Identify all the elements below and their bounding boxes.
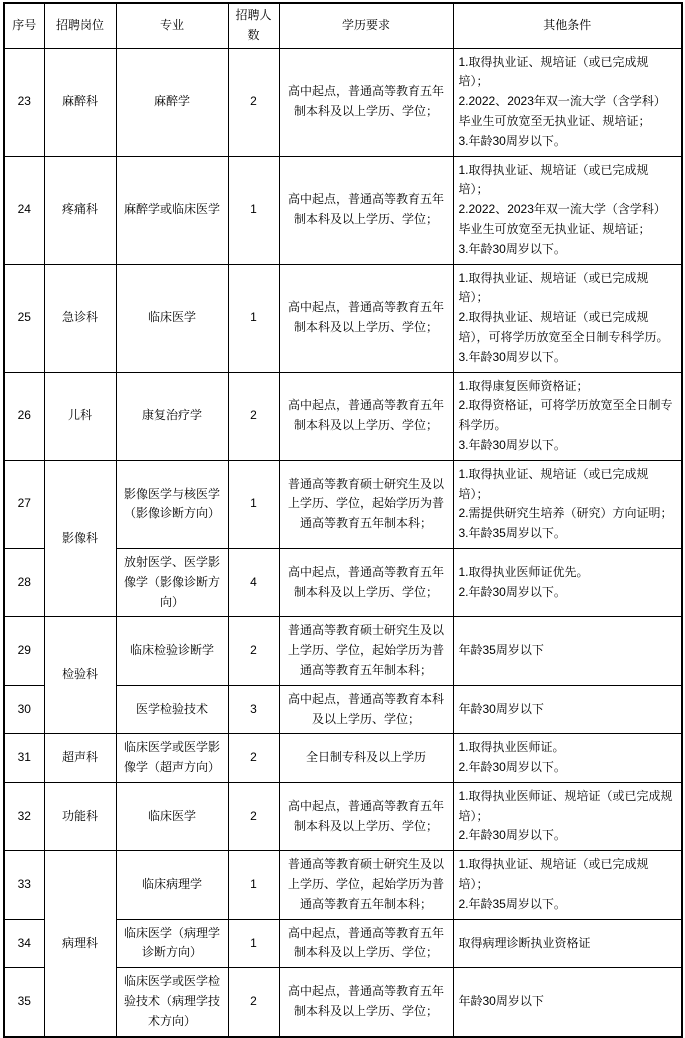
cell-headcount: 3	[228, 685, 279, 734]
cell-education-requirement: 高中起点，普通高等教育五年制本科及以上学历、学位；	[279, 372, 453, 460]
other-condition-line: 2.需提供研究生培养（研究）方向证明；	[458, 506, 673, 521]
cell-serial-number: 23	[4, 48, 44, 156]
table-row	[4, 617, 682, 685]
header-education-requirement: 学历要求	[279, 3, 453, 48]
cell-major: 临床病理学	[116, 851, 228, 919]
cell-education-requirement: 高中起点，普通高等教育五年制本科及以上学历、学位；	[279, 264, 453, 372]
table-row	[4, 372, 682, 460]
other-condition-line: 1.取得执业证、规培证（或已完成规培）；	[458, 270, 649, 305]
cell-position: 麻醉科	[44, 48, 116, 156]
cell-position: 影像科	[44, 460, 116, 617]
cell-education-requirement: 高中起点，普通高等教育五年制本科及以上学历、学位；	[279, 919, 453, 968]
cell-serial-number: 34	[4, 919, 44, 968]
cell-major: 放射医学、医学影像学（影像诊断方向）	[116, 548, 228, 616]
other-condition-line: 1.取得执业医师证、规培证（或已完成规培）；	[458, 788, 673, 823]
other-condition-line: 1.取得执业证、规培证（或已完成规培）；	[458, 857, 649, 892]
other-condition-line: 3.年龄30周岁以下。	[458, 133, 566, 148]
cell-other-conditions	[453, 548, 682, 616]
table-row	[4, 156, 682, 264]
other-condition-line: 2.年龄30周岁以下。	[458, 760, 566, 775]
cell-position: 病理科	[44, 851, 116, 1037]
other-condition-line: 年龄30周岁以下	[458, 701, 544, 716]
cell-education-requirement: 高中起点，普通高等教育本科及以上学历、学位；	[279, 685, 453, 734]
cell-serial-number: 32	[4, 782, 44, 850]
cell-headcount: 1	[228, 919, 279, 968]
cell-headcount: 2	[228, 617, 279, 685]
cell-headcount: 2	[228, 968, 279, 1037]
cell-headcount: 1	[228, 156, 279, 264]
cell-position: 儿科	[44, 372, 116, 460]
other-condition-line: 1.取得执业证、规培证（或已完成规培）；	[458, 54, 649, 89]
header-other-conditions: 其他条件	[453, 3, 682, 48]
cell-headcount: 1	[228, 851, 279, 919]
cell-major: 影像医学与核医学（影像诊断方向）	[116, 460, 228, 548]
other-condition-line: 2.年龄30周岁以下。	[458, 828, 566, 843]
cell-major: 临床医学或医学影像学（超声方向）	[116, 734, 228, 783]
table-row	[4, 851, 682, 919]
cell-other-conditions	[453, 48, 682, 156]
cell-serial-number: 31	[4, 734, 44, 783]
cell-major: 临床医学	[116, 782, 228, 850]
cell-other-conditions	[453, 782, 682, 850]
header-major: 专业	[116, 3, 228, 48]
cell-other-conditions	[453, 617, 682, 685]
cell-position: 急诊科	[44, 264, 116, 372]
cell-major: 麻醉学	[116, 48, 228, 156]
cell-serial-number: 30	[4, 685, 44, 734]
header-serial-number: 序号	[4, 3, 44, 48]
cell-education-requirement: 高中起点，普通高等教育五年制本科及以上学历、学位；	[279, 156, 453, 264]
other-condition-line: 2.取得资格证，可将学历放宽至全日制专科学历。	[458, 398, 673, 433]
other-condition-line: 1.取得执业医师证。	[458, 740, 565, 755]
cell-other-conditions	[453, 156, 682, 264]
cell-major: 康复治疗学	[116, 372, 228, 460]
other-condition-line: 2.取得执业证、规培证（或已完成规培），可将学历放宽至全日制专科学历。	[458, 310, 669, 344]
cell-major: 临床医学	[116, 264, 228, 372]
cell-headcount: 2	[228, 734, 279, 783]
cell-other-conditions	[453, 685, 682, 734]
cell-serial-number: 33	[4, 851, 44, 919]
cell-position: 超声科	[44, 734, 116, 783]
table-row	[4, 264, 682, 372]
cell-serial-number: 26	[4, 372, 44, 460]
cell-other-conditions	[453, 851, 682, 919]
cell-major: 临床医学或医学检验技术（病理学技术方向）	[116, 968, 228, 1037]
cell-other-conditions	[453, 968, 682, 1037]
cell-other-conditions	[453, 734, 682, 783]
other-condition-line: 2.2022、2023年双一流大学（含学科）毕业生可放宽至无执业证、规培证；	[458, 94, 666, 128]
cell-other-conditions	[453, 264, 682, 372]
other-condition-line: 3.年龄30周岁以下。	[458, 241, 566, 256]
table-body	[4, 48, 682, 1037]
cell-serial-number: 28	[4, 548, 44, 616]
table-row	[4, 782, 682, 850]
cell-position: 功能科	[44, 782, 116, 850]
cell-major: 医学检验技术	[116, 685, 228, 734]
other-condition-line: 3.年龄30周岁以下。	[458, 437, 566, 452]
table-row	[4, 460, 682, 548]
cell-headcount: 1	[228, 460, 279, 548]
cell-other-conditions	[453, 372, 682, 460]
cell-major: 临床医学（病理学诊断方向）	[116, 919, 228, 968]
cell-headcount: 2	[228, 372, 279, 460]
other-condition-line: 1.取得执业证、规培证（或已完成规培）；	[458, 466, 649, 501]
other-condition-line: 1.取得康复医师资格证；	[458, 378, 589, 393]
header-headcount: 招聘人数	[228, 3, 279, 48]
table-row	[4, 48, 682, 156]
other-condition-line: 2.年龄30周岁以下。	[458, 584, 566, 599]
other-condition-line: 年龄35周岁以下	[458, 643, 544, 658]
other-condition-line: 年龄30周岁以下	[458, 994, 544, 1009]
cell-headcount: 2	[228, 48, 279, 156]
cell-serial-number: 35	[4, 968, 44, 1037]
cell-serial-number: 24	[4, 156, 44, 264]
other-condition-line: 1.取得执业医师证优先。	[458, 564, 589, 579]
cell-education-requirement: 全日制专科及以上学历	[279, 734, 453, 783]
cell-education-requirement: 高中起点，普通高等教育五年制本科及以上学历、学位；	[279, 548, 453, 616]
cell-major: 临床检验诊断学	[116, 617, 228, 685]
header-position: 招聘岗位	[44, 3, 116, 48]
other-condition-line: 1.取得执业证、规培证（或已完成规培）；	[458, 162, 649, 197]
cell-headcount: 1	[228, 264, 279, 372]
other-condition-line: 3.年龄35周岁以下。	[458, 526, 566, 541]
cell-other-conditions	[453, 919, 682, 968]
other-condition-line: 2.年龄35周岁以下。	[458, 896, 566, 911]
cell-education-requirement: 普通高等教育硕士研究生及以上学历、学位，起始学历为普通高等教育五年制本科；	[279, 851, 453, 919]
cell-serial-number: 27	[4, 460, 44, 548]
cell-serial-number: 25	[4, 264, 44, 372]
other-condition-line: 取得病理诊断执业资格证	[458, 935, 591, 950]
recruitment-table	[3, 2, 683, 1038]
cell-position: 检验科	[44, 617, 116, 734]
cell-education-requirement: 高中起点，普通高等教育五年制本科及以上学历、学位；	[279, 48, 453, 156]
cell-education-requirement: 高中起点，普通高等教育五年制本科及以上学历、学位；	[279, 968, 453, 1037]
cell-headcount: 4	[228, 548, 279, 616]
table-row	[4, 734, 682, 783]
other-condition-line: 2.2022、2023年双一流大学（含学科）毕业生可放宽至无执业证、规培证；	[458, 202, 666, 236]
cell-serial-number: 29	[4, 617, 44, 685]
cell-position: 疼痛科	[44, 156, 116, 264]
cell-education-requirement: 普通高等教育硕士研究生及以上学历、学位，起始学历为普通高等教育五年制本科；	[279, 460, 453, 548]
cell-major: 麻醉学或临床医学	[116, 156, 228, 264]
header-row	[4, 3, 682, 48]
cell-headcount: 2	[228, 782, 279, 850]
cell-education-requirement: 普通高等教育硕士研究生及以上学历、学位，起始学历为普通高等教育五年制本科；	[279, 617, 453, 685]
cell-other-conditions	[453, 460, 682, 548]
other-condition-line: 3.年龄30周岁以下。	[458, 349, 566, 364]
table-header	[4, 3, 682, 48]
cell-education-requirement: 高中起点，普通高等教育五年制本科及以上学历、学位；	[279, 782, 453, 850]
